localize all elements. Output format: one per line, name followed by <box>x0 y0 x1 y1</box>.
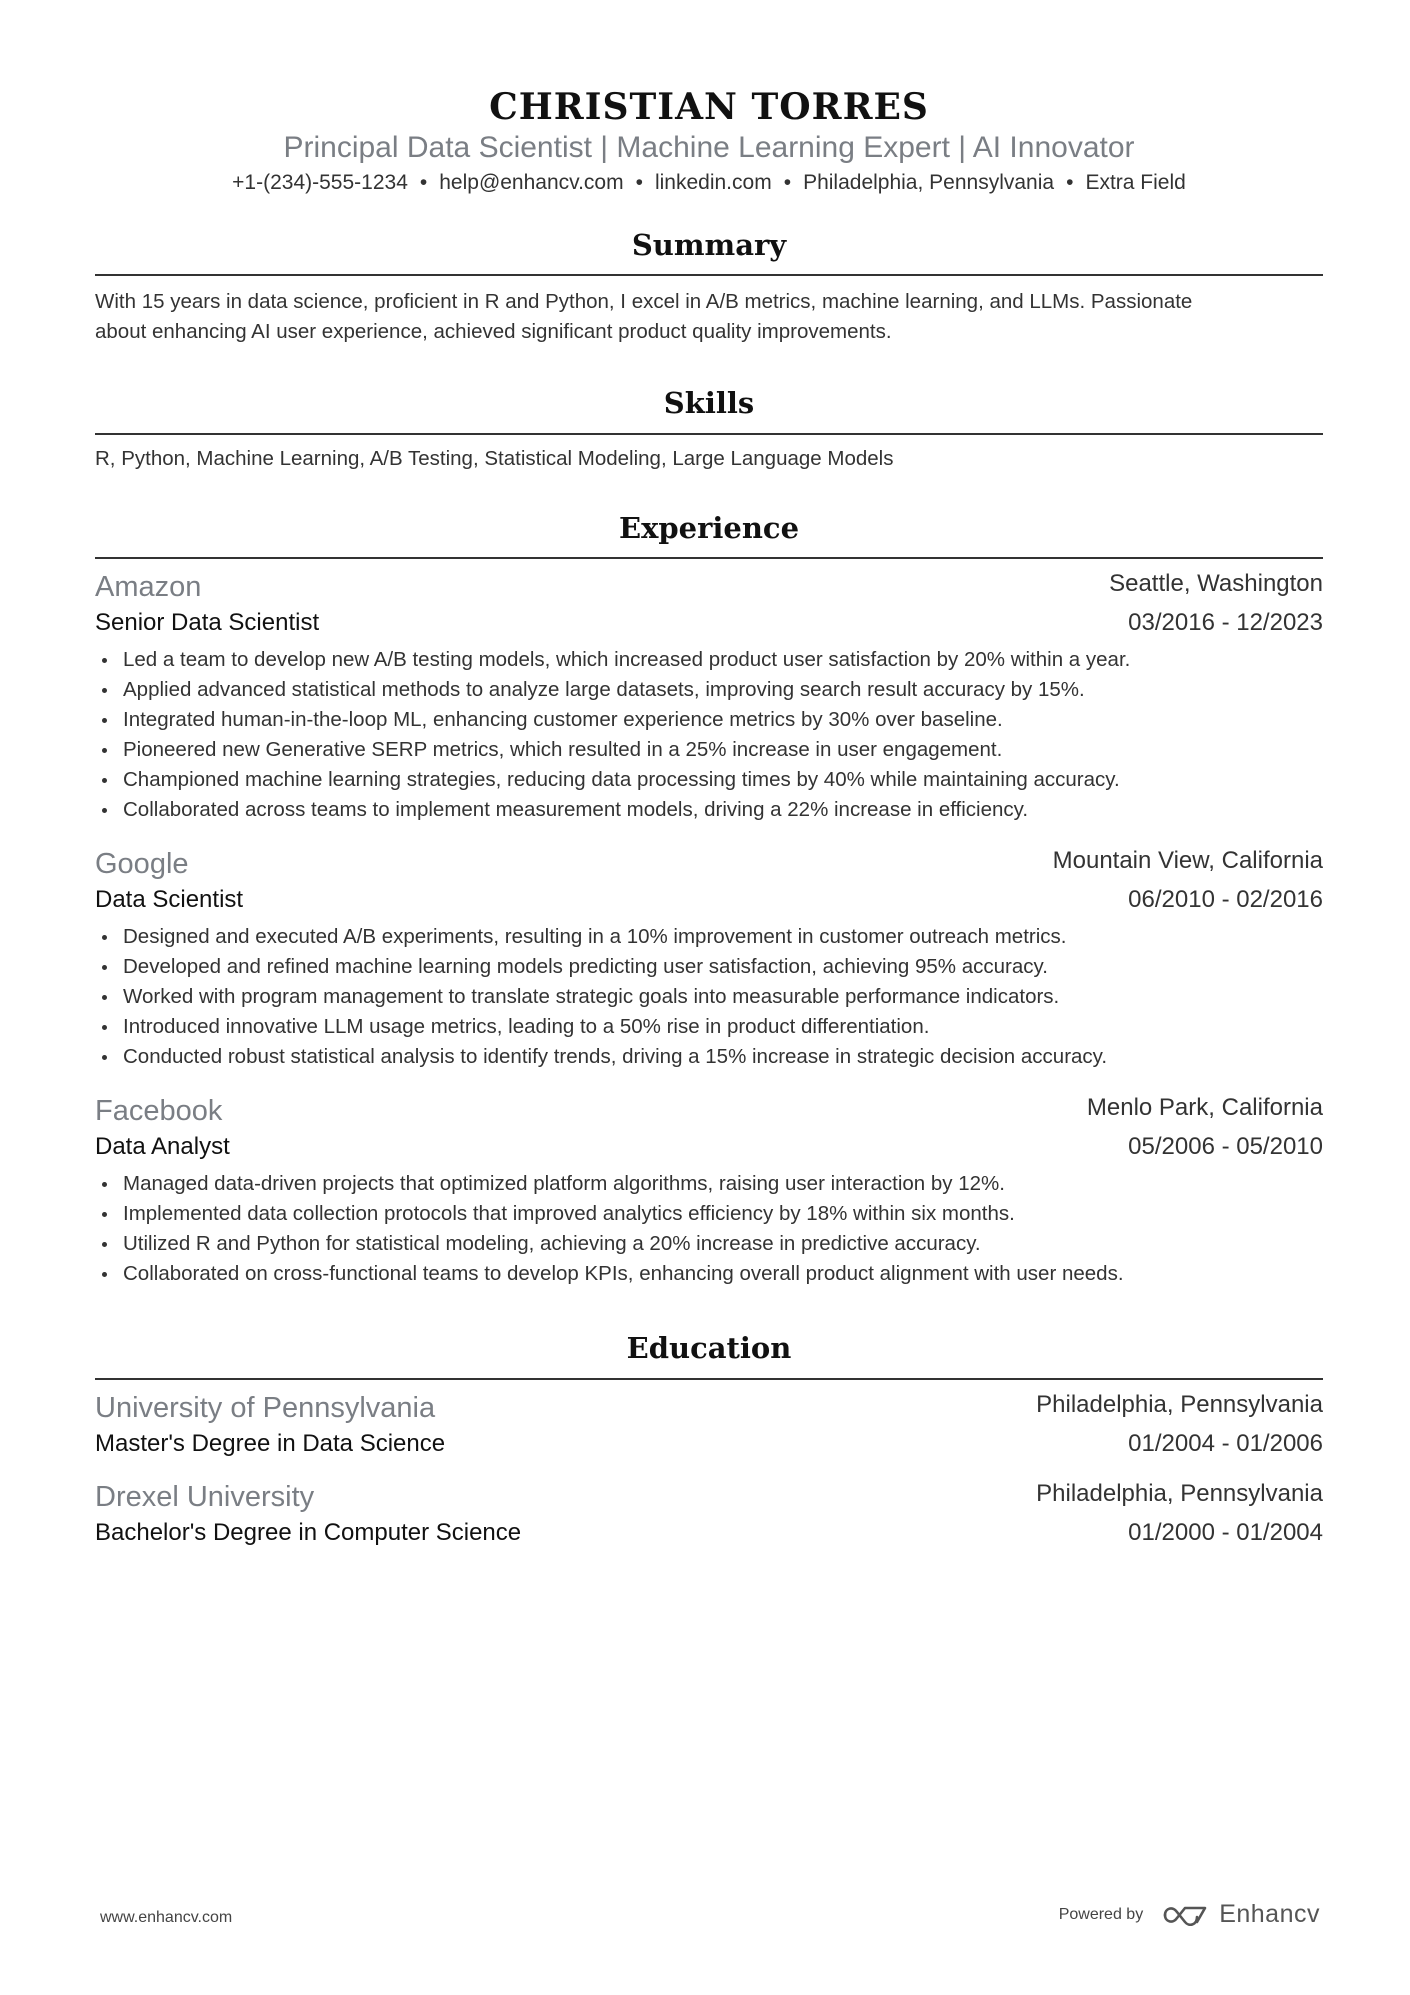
skills-text: R, Python, Machine Learning, A/B Testing, Statistical Modeling, Large Language Models <box>95 447 894 470</box>
job-role: Data Scientist <box>95 886 244 913</box>
education-location: Philadelphia, Pennsylvania <box>1036 1391 1323 1418</box>
job-bullet: Managed data-driven projects that optimized platform algorithms, raising user interaction by 12%. <box>95 1169 1323 1199</box>
job-dates: 03/2016 - 12/2023 <box>1128 609 1323 636</box>
education-degree: Master's Degree in Data Science <box>95 1430 446 1457</box>
job-bullet: Designed and executed A/B experiments, resulting in a 10% improvement in customer outreach metrics. <box>95 922 1323 952</box>
contact-email[interactable]: help@enhancv.com <box>439 171 624 194</box>
section-title-experience: Experience <box>618 511 800 545</box>
candidate-headline: Principal Data Scientist | Machine Learning Expert | AI Innovator <box>283 131 1135 164</box>
job-bullet: Championed machine learning strategies, reducing data processing times by 40% while maintaining accuracy. <box>95 765 1323 795</box>
job-bullet: Collaborated on cross-functional teams to develop KPIs, enhancing overall product alignment with user needs. <box>95 1259 1323 1289</box>
section-title-skills: Skills <box>663 386 755 420</box>
education-dates: 01/2004 - 01/2006 <box>1128 1430 1323 1457</box>
job-bullets <box>95 922 1323 1072</box>
section-title-education: Education <box>626 1331 792 1365</box>
section-divider <box>95 1378 1323 1380</box>
section-divider <box>95 433 1323 435</box>
contact-linkedin[interactable]: linkedin.com <box>654 171 772 194</box>
job-company: Amazon <box>95 571 202 603</box>
brand-name: Enhancv <box>1219 1900 1320 1928</box>
education-dates: 01/2000 - 01/2004 <box>1128 1519 1323 1546</box>
job-dates: 05/2006 - 05/2010 <box>1128 1133 1323 1160</box>
job-role: Senior Data Scientist <box>95 609 320 636</box>
separator-dot-icon: • <box>1066 171 1074 194</box>
job-bullet: Pioneered new Generative SERP metrics, which resulted in a 25% increase in user engagement. <box>95 735 1323 765</box>
job-location: Menlo Park, California <box>1086 1094 1323 1121</box>
education-degree: Bachelor's Degree in Computer Science <box>95 1519 522 1546</box>
job-bullet: Applied advanced statistical methods to analyze large datasets, improving search result accuracy by 15%. <box>95 675 1323 705</box>
contact-extra-field: Extra Field <box>1085 171 1186 194</box>
powered-by-label: Powered by <box>1058 1905 1144 1923</box>
section-divider <box>95 274 1323 276</box>
job-bullet: Collaborated across teams to implement measurement models, driving a 22% increase in efficiency. <box>95 795 1323 825</box>
job-role: Data Analyst <box>95 1133 230 1160</box>
separator-dot-icon: • <box>783 171 792 194</box>
job-bullet: Led a team to develop new A/B testing models, which increased product user satisfaction by 20% within a year. <box>95 645 1323 675</box>
job-location: Seattle, Washington <box>1109 570 1323 597</box>
candidate-name: CHRISTIAN TORRES <box>489 86 929 128</box>
job-bullet: Developed and refined machine learning models predicting user satisfaction, achieving 95% accuracy. <box>95 952 1323 982</box>
footer-branding[interactable] <box>1059 1900 1320 1929</box>
job-bullet: Utilized R and Python for statistical modeling, achieving a 20% increase in predictive accuracy. <box>95 1229 1323 1259</box>
job-dates: 06/2010 - 02/2016 <box>1128 886 1323 913</box>
job-company: Google <box>95 848 189 880</box>
separator-dot-icon: • <box>635 171 643 194</box>
education-school: Drexel University <box>95 1481 315 1513</box>
section-divider <box>95 557 1323 559</box>
education-school: University of Pennsylvania <box>95 1392 436 1424</box>
job-bullets <box>95 1169 1323 1289</box>
summary-text <box>95 287 1323 347</box>
contact-phone: +1-(234)-555-1234 <box>232 171 408 194</box>
enhancv-logo-icon <box>1161 1903 1209 1927</box>
contact-location: Philadelphia, Pennsylvania <box>803 171 1055 194</box>
summary-line: With 15 years in data science, proficient in R and Python, I excel in A/B metrics, machine learning, and LLMs. Passionate <box>95 290 1193 313</box>
education-location: Philadelphia, Pennsylvania <box>1036 1480 1323 1507</box>
footer-website-link[interactable]: www.enhancv.com <box>100 1909 233 1926</box>
summary-line: about enhancing AI user experience, achieved significant product quality improvements. <box>95 320 892 343</box>
contact-line <box>95 171 1323 195</box>
section-title-summary: Summary <box>631 228 787 262</box>
job-company: Facebook <box>95 1095 223 1127</box>
job-bullets <box>95 645 1323 825</box>
job-bullet: Introduced innovative LLM usage metrics, leading to a 50% rise in product differentiation. <box>95 1012 1323 1042</box>
job-bullet: Implemented data collection protocols that improved analytics efficiency by 18% within six months. <box>95 1199 1323 1229</box>
separator-dot-icon: • <box>419 171 428 194</box>
job-bullet: Worked with program management to translate strategic goals into measurable performance indicators. <box>95 982 1323 1012</box>
job-location: Mountain View, California <box>1052 847 1323 874</box>
brand-logo[interactable] <box>1161 1900 1320 1929</box>
job-bullet: Conducted robust statistical analysis to identify trends, driving a 15% increase in strategic decision accuracy. <box>95 1042 1323 1072</box>
job-bullet: Integrated human-in-the-loop ML, enhancing customer experience metrics by 30% over baseline. <box>95 705 1323 735</box>
